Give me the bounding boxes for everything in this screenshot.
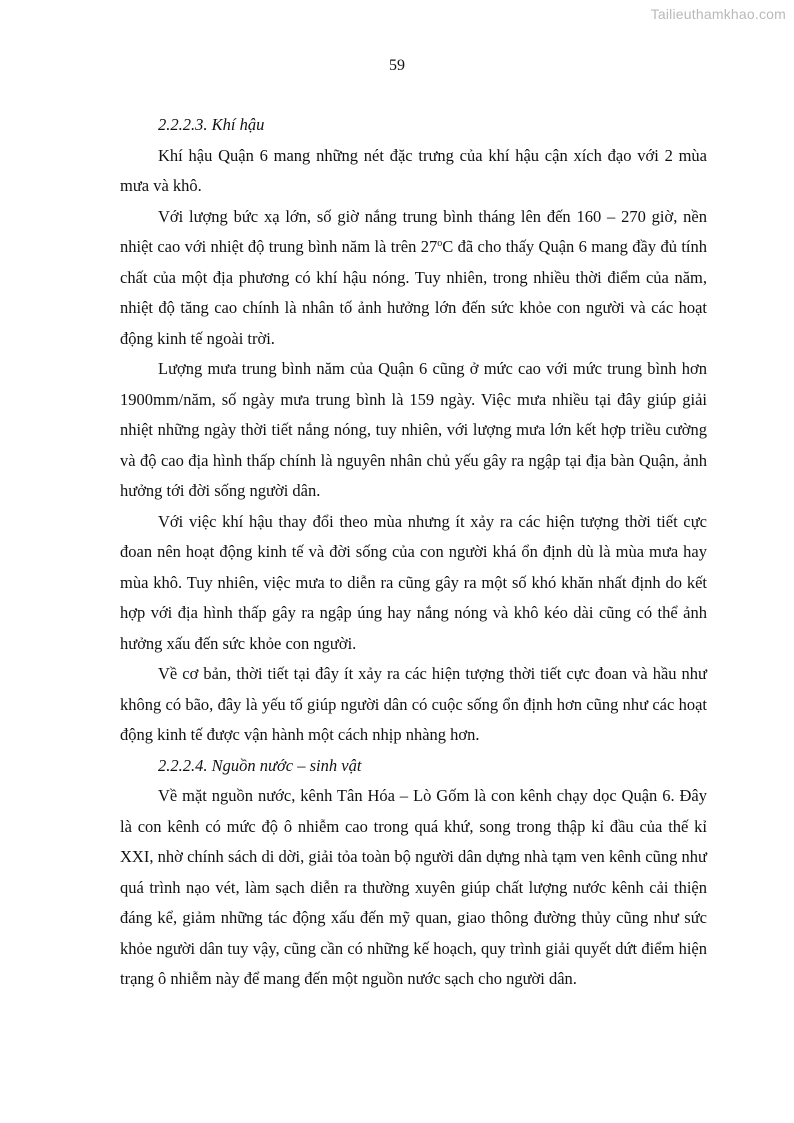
paragraph-climate-intro: Khí hậu Quận 6 mang những nét đặc trưng của khí hậu cận xích đạo với 2 mùa mưa và khô. xyxy=(120,145,707,195)
paragraph-climate-radiation xyxy=(120,202,707,355)
watermark-text: Tailieuthamkhao.com xyxy=(650,6,786,22)
paragraph-climate-seasonal: Với việc khí hậu thay đổi theo mùa nhưng ít xảy ra các hiện tượng thời tiết cực đoan nên hoạt động kinh tế và đời sống của con người khá ổn định dù là mùa mưa hay mùa khô. Tuy nhiên, việc mưa to diễn ra cũng gây ra một số khó khăn nhất định do kết hợp với địa hình thấp gây ra ngập úng hay nắng nóng và khô kéo dài cũng có thể ảnh hưởng xấu đến sức khỏe con người. xyxy=(120,511,707,653)
paragraph-climate-rainfall: Lượng mưa trung bình năm của Quận 6 cũng ở mức cao với mức trung bình hơn 1900mm/năm, số ngày mưa trung bình là 159 ngày. Việc mưa nhiều tại đây giúp giải nhiệt những ngày thời tiết nắng nóng, tuy nhiên, với lượng mưa lớn kết hợp triều cường và độ cao địa hình thấp chính là nguyên nhân chủ yếu gây ra ngập tại địa bàn Quận, ảnh hưởng tới đời sống người dân. xyxy=(120,359,707,500)
degree-superscript: o xyxy=(437,238,443,249)
paragraph-climate-radiation-part2: C đã cho thấy Quận 6 mang đầy đủ tính chất của một địa phương có khí hậu nóng. Tuy nhiên, trong nhiều thời điểm của năm, nhiệt độ tăng cao chính là nhân tố ảnh hưởng lớn đến sức khỏe con người và các hoạt động kinh tế ngoài trời. xyxy=(120,237,707,348)
page-number: 59 xyxy=(389,57,405,74)
section-heading-climate: 2.2.2.3. Khí hậu xyxy=(158,115,265,134)
section-heading-water: 2.2.2.4. Nguồn nước – sinh vật xyxy=(158,755,362,775)
paragraph-climate-summary: Về cơ bản, thời tiết tại đây ít xảy ra các hiện tượng thời tiết cực đoan và hầu như không có bão, đây là yếu tố giúp người dân có cuộc sống ổn định hơn cũng như các hoạt động kinh tế được vận hành một cách nhịp nhàng hơn. xyxy=(120,664,707,744)
document-body xyxy=(120,110,707,995)
paragraph-climate-radiation-part1: Với lượng bức xạ lớn, số giờ nắng trung bình tháng lên đến 160 – 270 giờ, nền nhiệt cao với nhiệt độ trung bình năm là trên 27 xyxy=(120,206,707,256)
paragraph-water-canal: Về mặt nguồn nước, kênh Tân Hóa – Lò Gốm là con kênh chạy dọc Quận 6. Đây là con kênh có mức độ ô nhiễm cao trong quá khứ, song trong thập kỉ đầu của thế kỉ XXI, nhờ chính sách di dời, giải tỏa toàn bộ người dân dựng nhà tạm ven kênh cũng như quá trình nạo vét, làm sạch diễn ra thường xuyên giúp chất lượng nước kênh cải thiện đáng kể, giảm những tác động xấu đến mỹ quan, giao thông đường thủy cũng như sức khỏe người dân tuy vậy, cũng cần có những kế hoạch, quy trình giải quyết dứt điểm hiện trạng ô nhiễm này để mang đến một nguồn nước sạch cho người dân. xyxy=(120,786,707,988)
